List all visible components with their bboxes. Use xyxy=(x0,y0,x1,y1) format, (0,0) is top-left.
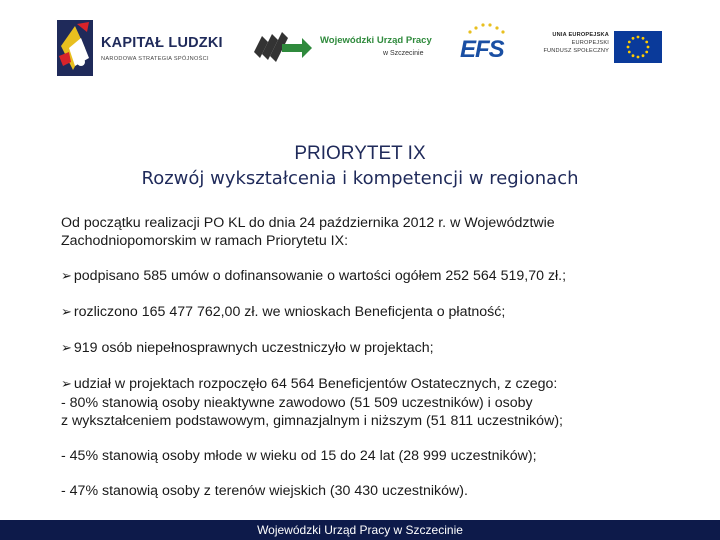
arrow-bullet-icon: ➢ xyxy=(61,269,72,284)
eu-text-block xyxy=(537,31,609,55)
wup-arrow-mark-icon xyxy=(252,28,314,64)
intro-line-2: Zachodniopomorskim w ramach Priorytetu IX: xyxy=(61,233,349,249)
footer-text: Wojewódzki Urząd Pracy w Szczecinie xyxy=(257,523,463,537)
bullet-settled-text: rozliczono 165 477 762,00 zł. we wnioskach Beneficjenta o płatność; xyxy=(73,304,506,320)
bullet-settled xyxy=(61,303,681,322)
efs-logo xyxy=(458,22,512,66)
participants-education-line: z wykształceniem podstawowym, gimnazjalnym i niższym (51 811 uczestników); xyxy=(61,413,563,429)
eu-line3: FUNDUSZ SPOŁECZNY xyxy=(543,48,609,54)
footer-bar xyxy=(0,520,720,540)
wup-logo xyxy=(252,24,442,68)
kapital-ludzki-subtitle: NARODOWA STRATEGIA SPÓJNOŚCI xyxy=(101,56,209,62)
slide-body xyxy=(61,214,681,500)
bullet-participants xyxy=(61,375,681,394)
eu-line2: EUROPEJSKI xyxy=(571,40,609,46)
efs-text: EFS xyxy=(460,36,504,63)
kapital-ludzki-mark-icon xyxy=(55,18,95,78)
arrow-bullet-icon: ➢ xyxy=(61,305,72,320)
participants-young-line: - 45% stanowią osoby młode w wieku od 15 do 24 lat (28 999 uczestników); xyxy=(61,448,537,464)
kapital-ludzki-title: KAPITAŁ LUDZKI xyxy=(101,35,223,51)
kapital-ludzki-logo xyxy=(55,18,235,80)
wup-name-line1: Wojewódzki Urząd Pracy xyxy=(320,35,432,46)
title-line-priority: PRIORYTET IX xyxy=(294,143,426,164)
participants-inactive-line: - 80% stanowią osoby nieaktywne zawodowo (51 509 uczestników) i osoby xyxy=(61,395,533,411)
eu-logo xyxy=(537,29,662,65)
bullet-participants-text: udział w projektach rozpoczęło 64 564 Beneficjentów Ostatecznych, z czego: xyxy=(73,376,558,392)
slide-title xyxy=(0,141,720,191)
bullet-disabled-text: 919 osób niepełnosprawnych uczestniczyło w projektach; xyxy=(73,340,434,356)
eu-flag-icon xyxy=(614,31,662,63)
bullet-disabled xyxy=(61,339,681,358)
arrow-bullet-icon: ➢ xyxy=(61,341,72,356)
bullet-contracts xyxy=(61,267,681,286)
participants-rural-line: - 47% stanowią osoby z terenów wiejskich (30 430 uczestników). xyxy=(61,483,468,499)
efs-stars-icon xyxy=(466,22,506,36)
arrow-bullet-icon: ➢ xyxy=(61,377,72,392)
intro-line-1: Od początku realizacji PO KL do dnia 24 października 2012 r. w Województwie xyxy=(61,215,555,231)
bullet-contracts-text: podpisano 585 umów o dofinansowanie o wartości ogółem 252 564 519,70 zł.; xyxy=(73,268,567,284)
eu-line1: UNIA EUROPEJSKA xyxy=(552,32,609,38)
logo-strip xyxy=(0,0,720,95)
title-line-subject: Rozwój wykształcenia i kompetencji w regionach xyxy=(141,168,579,189)
wup-name-line2: w Szczecinie xyxy=(383,50,424,57)
